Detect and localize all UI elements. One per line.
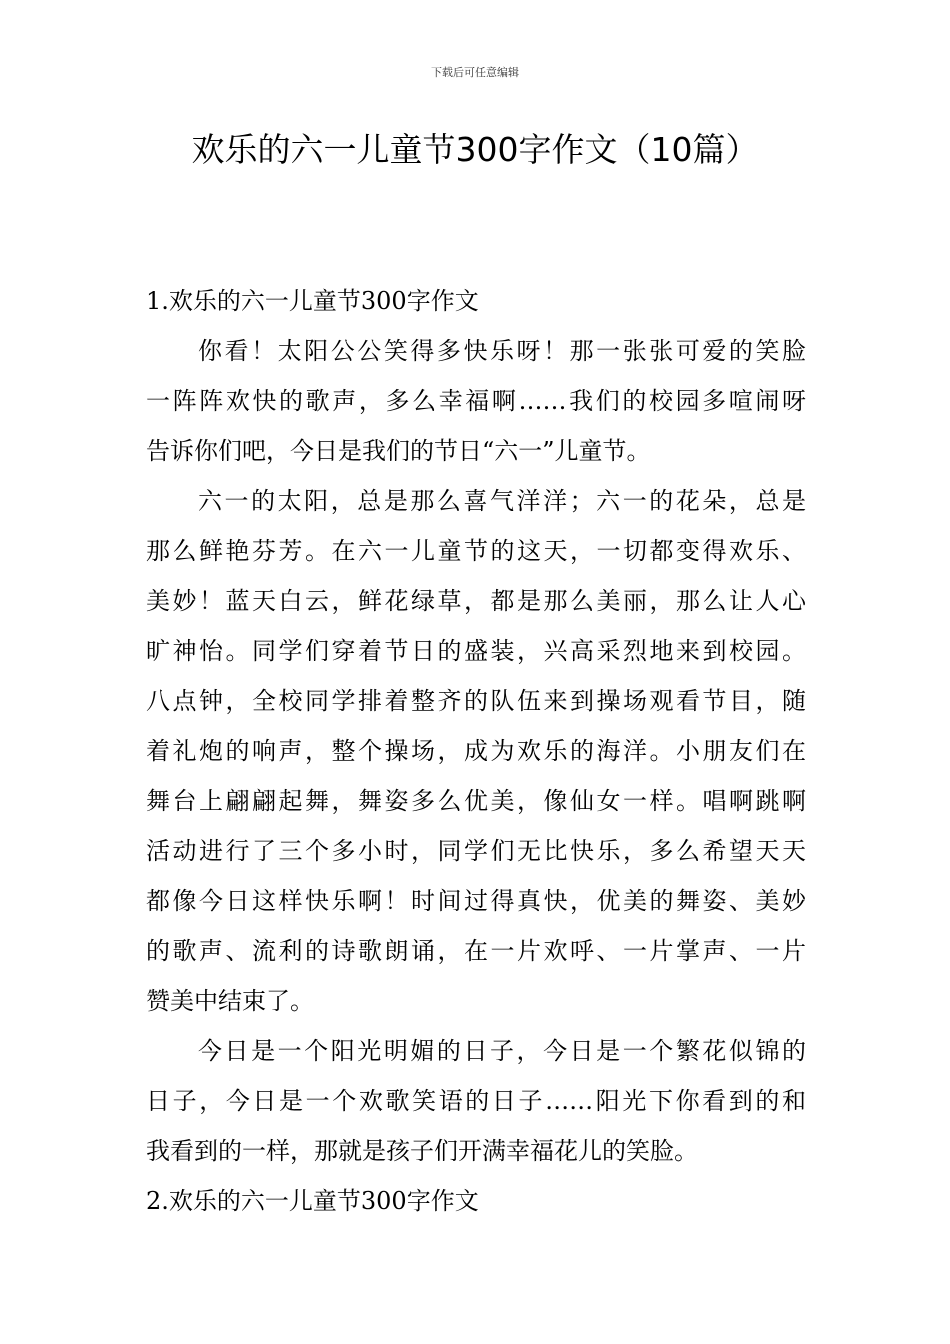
text-line: 1.欢乐的六一儿童节300字作文 [146,287,479,315]
text-line: 美妙！蓝天白云，鲜花绿草，都是那么美丽，那么让人心 [146,587,806,615]
text-line: 八点钟，全校同学排着整齐的队伍来到操场观看节目，随 [146,687,806,715]
document-title: 欢乐的六一儿童节300字作文（10篇） [191,130,759,169]
text-line: 日子，今日是一个欢歌笑语的日子……阳光下你看到的和 [146,1087,806,1115]
text-line: 一阵阵欢快的歌声，多么幸福啊……我们的校园多喧闹呀 [146,387,806,415]
header-note: 下载后可任意编辑 [431,66,519,79]
text-line: 舞台上翩翩起舞，舞姿多么优美，像仙女一样。唱啊跳啊 [146,787,806,815]
text-line: 着礼炮的响声，整个操场，成为欢乐的海洋。小朋友们在 [146,737,806,765]
text-line: 那么鲜艳芬芳。在六一儿童节的这天，一切都变得欢乐、 [146,537,806,565]
text-line: 我看到的一样，那就是孩子们开满幸福花儿的笑脸。 [146,1137,698,1165]
text-line: 告诉你们吧，今日是我们的节日“六一”儿童节。 [146,437,651,465]
text-line: 旷神怡。同学们穿着节日的盛装，兴高采烈地来到校园。 [146,637,806,665]
text-line: 六一的太阳，总是那么喜气洋洋；六一的花朵，总是 [198,487,806,515]
text-line: 你看！太阳公公笑得多快乐呀！那一张张可爱的笑脸 [198,337,806,365]
text-line: 今日是一个阳光明媚的日子，今日是一个繁花似锦的 [198,1037,806,1065]
text-line: 都像今日这样快乐啊！时间过得真快，优美的舞姿、美妙 [146,887,806,915]
text-line: 的歌声、流利的诗歌朗诵，在一片欢呼、一片掌声、一片 [146,937,806,965]
text-line: 赞美中结束了。 [146,987,314,1015]
text-line: 活动进行了三个多小时，同学们无比快乐，多么希望天天 [146,837,806,865]
text-line: 2.欢乐的六一儿童节300字作文 [146,1187,479,1215]
document-body [146,276,806,1226]
